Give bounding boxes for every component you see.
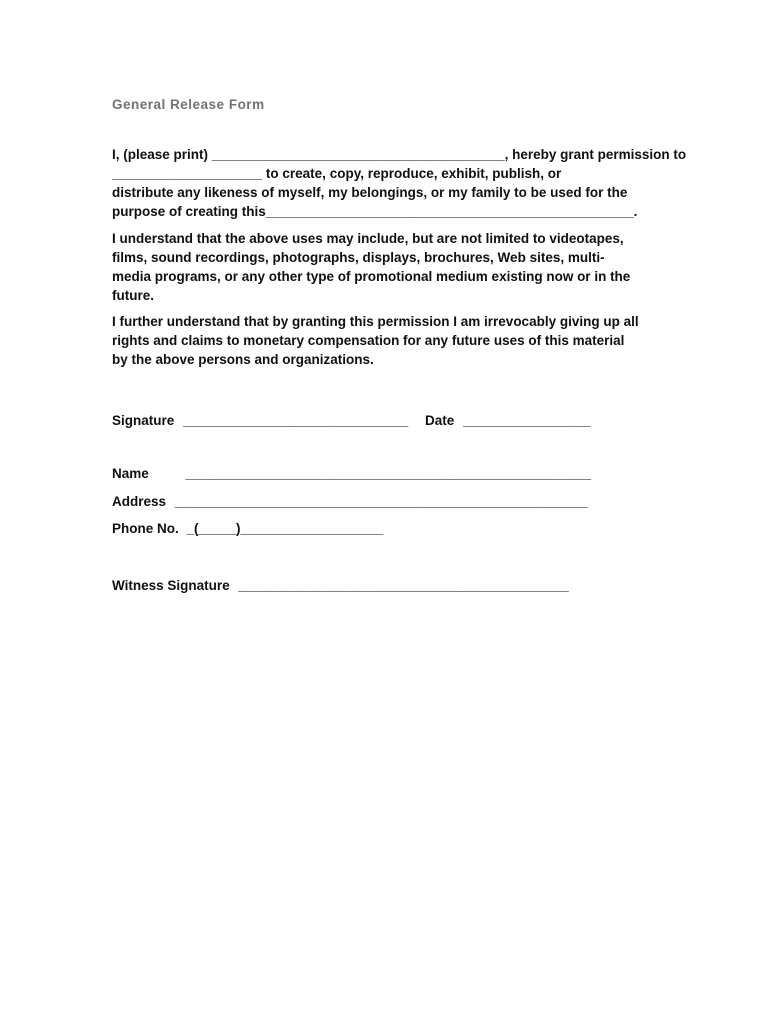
text-line: I understand that the above uses may include, but are not limited to videotapes,: [112, 231, 624, 246]
witness-signature-label: Witness Signature: [112, 578, 230, 593]
witness-signature-blank-line: ____________________________________________: [238, 578, 569, 593]
date-blank-line: _________________: [463, 413, 591, 428]
name-row: [112, 464, 591, 483]
text-line: purpose of creating this_________________________________________________.: [112, 204, 638, 219]
address-blank-line: _______________________________________________________: [174, 494, 588, 509]
address-row: [112, 492, 588, 511]
text-line: rights and claims to monetary compensation for any future uses of this material: [112, 333, 625, 348]
date-label: Date: [425, 413, 455, 428]
text-line: by the above persons and organizations.: [112, 352, 374, 367]
phone-row: [112, 519, 383, 538]
phone-label: Phone No.: [112, 521, 179, 536]
paragraph-uses-description: [112, 229, 672, 305]
signature-date-row: [112, 411, 591, 430]
document-title: General Release Form: [112, 97, 265, 112]
text-line: media programs, or any other type of promotional medium existing now or in the: [112, 269, 631, 284]
name-blank-line: ______________________________________________________: [185, 466, 591, 481]
phone-blank-line: _(_____)___________________: [186, 521, 384, 536]
paragraph-compensation-waiver: [112, 312, 672, 369]
signature-blank-line: ______________________________: [183, 413, 409, 428]
text-line: ____________________ to create, copy, reproduce, exhibit, publish, or: [112, 166, 562, 181]
paragraph-permission-grant: [112, 145, 687, 221]
text-line: I further understand that by granting this permission I am irrevocably giving up all: [112, 314, 639, 329]
signature-label: Signature: [112, 413, 175, 428]
name-label: Name: [112, 466, 149, 481]
text-line: future.: [112, 288, 154, 303]
witness-signature-row: [112, 576, 569, 595]
text-line: I, (please print) _______________________________________, hereby grant permission to: [112, 147, 687, 162]
address-label: Address: [112, 494, 167, 509]
text-line: distribute any likeness of myself, my belongings, or my family to be used for the: [112, 185, 628, 200]
text-line: films, sound recordings, photographs, displays, brochures, Web sites, multi-: [112, 250, 605, 265]
